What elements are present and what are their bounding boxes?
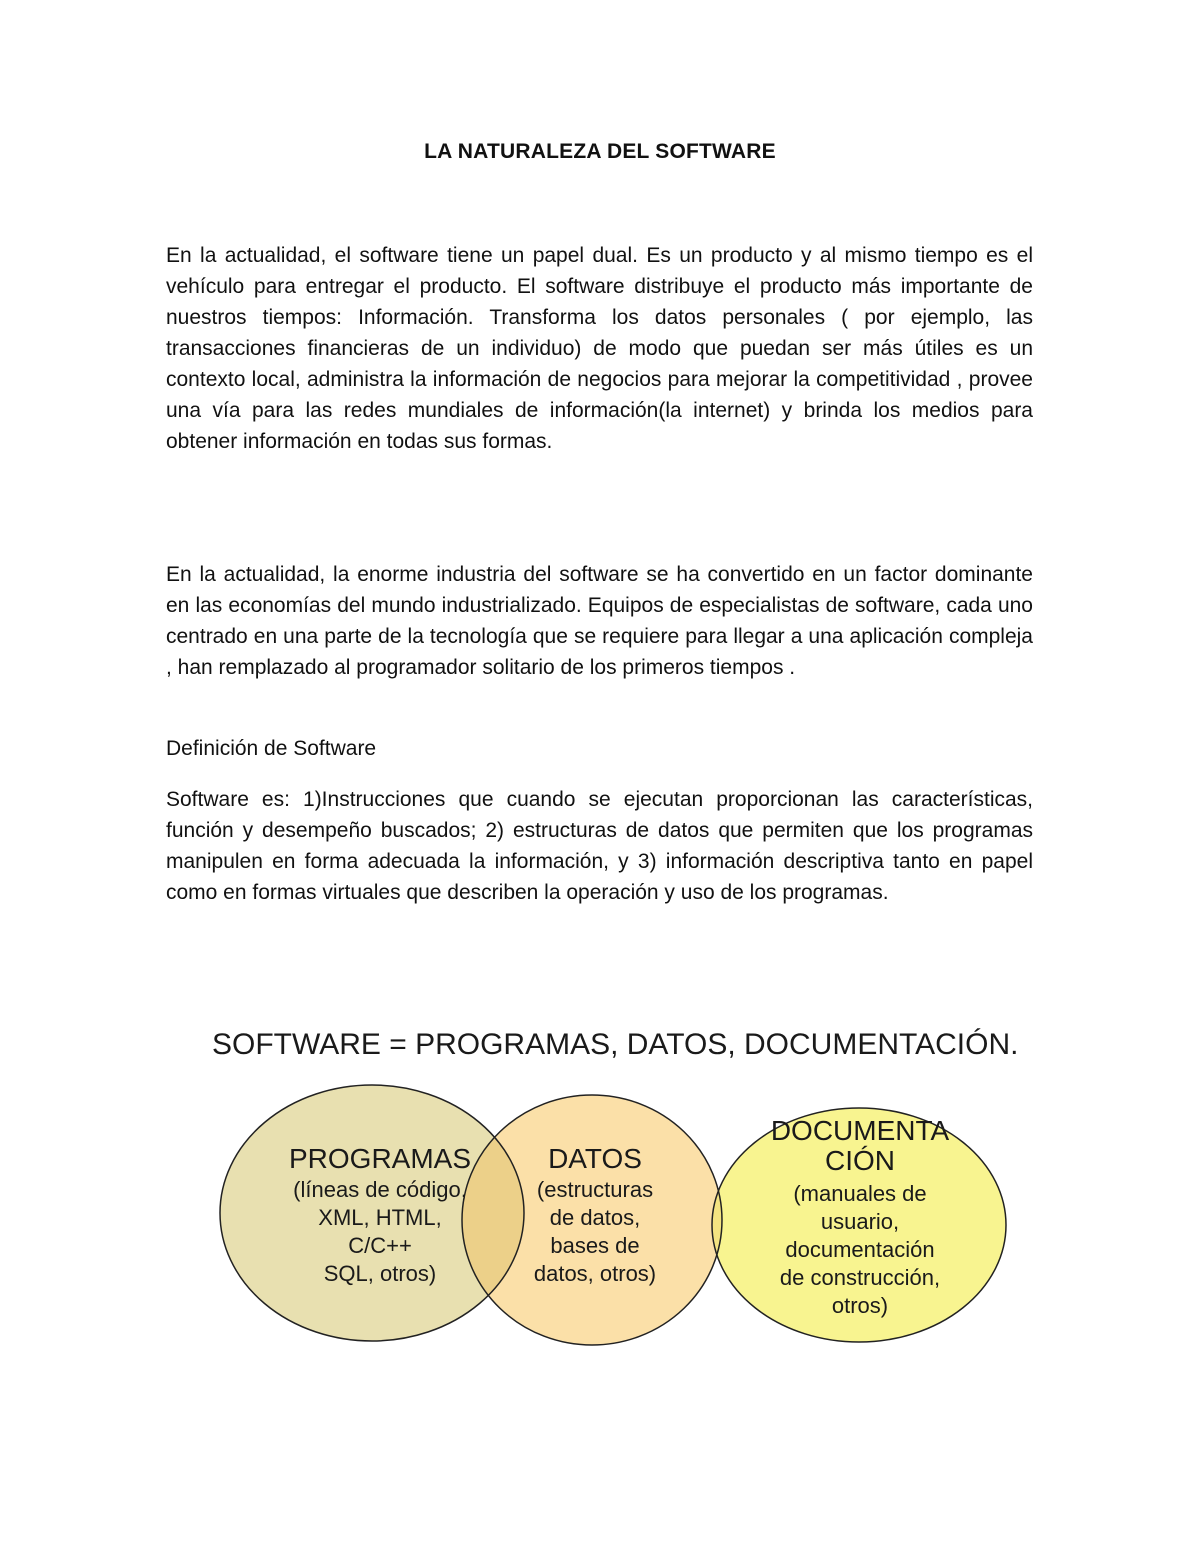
programas-description: (líneas de código, XML, HTML, C/C++ SQL, otros) [293, 1177, 467, 1286]
intro-paragraph: En la actualidad, el software tiene un papel dual. Es un producto y al mismo tiempo es el vehículo para entregar el producto. El software distribuye el producto más importante de nuestros tiempos: Información. Transforma los datos personales ( por ejemplo, las transacciones financieras de un individuo) de modo que puedan ser más útiles es un contexto local, administra la información de negocios para mejorar la competitividad , provee una vía para las redes mundiales de información(la internet) y brinda los medios para obtener información en todas sus formas. [166, 244, 1033, 453]
datos-label-group [505, 1144, 685, 1288]
diagram-title: SOFTWARE = PROGRAMAS, DATOS, DOCUMENTACIÓN. [212, 1028, 1019, 1061]
document-title: LA NATURALEZA DEL SOFTWARE [424, 140, 776, 163]
programas-heading: PROGRAMAS [288, 1143, 472, 1174]
documentacion-label-group [755, 1116, 965, 1320]
definition-heading: Definición de Software [166, 737, 377, 760]
datos-heading: DATOS [548, 1143, 642, 1174]
definition-paragraph: Software es: 1)Instrucciones que cuando se ejecutan proporcionan las características, función y desempeño buscados; 2) estructuras de datos que permiten que los programas manipulen en forma adecuada la información, y 3) información descriptiva tanto en papel como en formas virtuales que describen la operación y uso de los programas. [166, 788, 1033, 904]
documentacion-description: (manuales de usuario, documentación de construcción, otros) [779, 1181, 941, 1318]
software-venn-diagram [200, 1020, 1020, 1350]
programas-label-group [255, 1144, 505, 1288]
datos-description: (estructuras de datos, bases de datos, otros) [533, 1177, 657, 1286]
documentacion-heading: DOCUMENTA CIÓN [770, 1115, 950, 1176]
industry-paragraph: En la actualidad, la enorme industria del software se ha convertido en un factor dominante en las economías del mundo industrializado. Equipos de especialistas de software, cada uno centrado en una parte de la tecnología que se requiere para llegar a una aplicación compleja , han remplazado al programador solitario de los primeros tiempos . [166, 563, 1033, 679]
